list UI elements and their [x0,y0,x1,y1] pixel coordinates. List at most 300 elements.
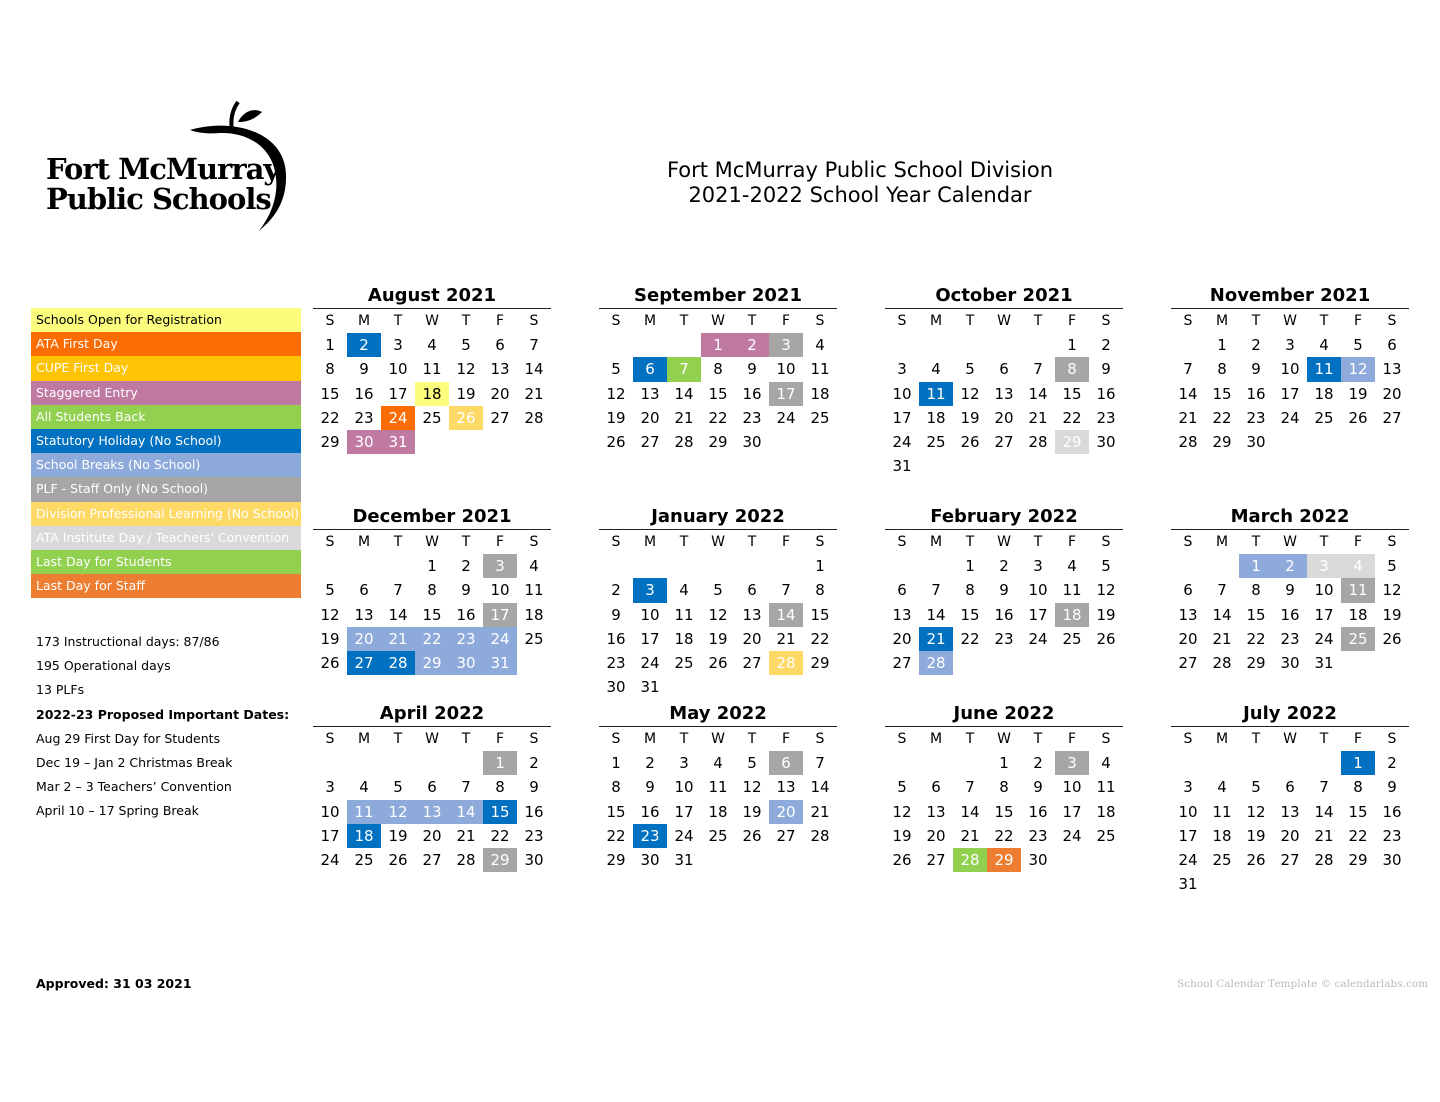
day-cell: 28 [674,432,694,451]
empty-cell [633,333,667,357]
month-grid [313,530,551,675]
day-cell: 26 [892,850,912,869]
day-cell: 16 [742,384,762,403]
day-cell: 13 [415,800,449,824]
day-cell: 7 [931,581,941,600]
weekday-header: T [1033,534,1043,550]
weekday-header: T [679,313,689,329]
day-cell: 19 [742,802,762,821]
day-cell: 26 [449,406,483,430]
day-cell: 14 [960,802,980,821]
day-cell: 31 [674,850,694,869]
day-cell: 5 [461,336,471,355]
day-cell: 13 [1382,360,1402,379]
month-calendar [1171,702,1409,896]
day-cell: 20 [422,826,442,845]
day-cell: 7 [1033,360,1043,379]
day-cell: 22 [708,408,728,427]
day-cell: 17 [892,408,912,427]
month-calendar [1171,505,1409,675]
day-cell: 1 [965,557,975,576]
day-cell: 1 [483,751,517,775]
day-cell: 10 [776,360,796,379]
operational-days: 195 Operational days [36,658,171,674]
day-cell: 12 [1341,357,1375,381]
day-cell: 28 [381,651,415,675]
legend-item: Staggered Entry [31,381,301,405]
weekday-header: F [495,313,505,329]
day-cell: 29 [987,848,1021,872]
day-cell: 22 [1212,408,1232,427]
day-cell: 31 [1178,875,1198,894]
day-cell: 8 [1251,581,1261,600]
day-cell: 2 [999,557,1009,576]
day-cell: 3 [679,754,689,773]
plf-count: 13 PLFs [36,682,85,698]
day-cell: 20 [769,800,803,824]
day-cell: 15 [960,605,980,624]
day-cell: 23 [524,826,544,845]
weekday-header: T [1251,731,1261,747]
day-cell: 20 [1280,826,1300,845]
day-cell: 29 [1212,432,1232,451]
day-cell: 30 [1246,432,1266,451]
day-cell: 24 [1280,408,1300,427]
day-cell: 9 [999,581,1009,600]
legend-item: Last Day for Staff [31,574,301,598]
day-cell: 14 [674,384,694,403]
day-cell: 2 [1387,754,1397,773]
day-cell: 30 [1280,653,1300,672]
day-cell: 27 [640,432,660,451]
day-cell: 18 [1314,384,1334,403]
day-cell: 5 [1101,557,1111,576]
day-cell: 7 [1319,778,1329,797]
day-cell: 4 [815,336,825,355]
day-cell: 23 [633,824,667,848]
day-cell: 3 [1285,336,1295,355]
day-cell: 17 [769,382,803,406]
day-cell: 21 [776,629,796,648]
empty-cell [381,751,415,775]
day-cell: 6 [427,778,437,797]
month-title: October 2021 [885,284,1123,309]
day-cell: 1 [325,336,335,355]
empty-cell [633,554,667,578]
day-cell: 22 [1246,629,1266,648]
day-cell: 11 [708,778,728,797]
month-grid [885,530,1123,675]
day-cell: 4 [1319,336,1329,355]
day-cell: 22 [810,629,830,648]
day-cell: 30 [449,651,483,675]
day-cell: 5 [325,581,335,600]
day-cell: 29 [1055,430,1089,454]
weekday-header: F [1353,731,1363,747]
empty-cell [919,751,953,775]
day-cell: 15 [606,802,626,821]
legend-item: ATA Institute Day / Teachers' Convention [31,526,301,550]
day-cell: 13 [640,384,660,403]
legend-item: Schools Open for Registration [31,308,301,332]
weekday-header: F [1067,731,1077,747]
weekday-header: T [1033,313,1043,329]
day-cell: 19 [708,629,728,648]
day-cell: 11 [1096,778,1116,797]
day-cell: 11 [347,800,381,824]
day-cell: 17 [1062,802,1082,821]
empty-cell [313,554,347,578]
day-cell: 31 [892,457,912,476]
weekday-header: M [1215,731,1229,747]
day-cell: 23 [742,408,762,427]
day-cell: 21 [1314,826,1334,845]
day-cell: 3 [483,554,517,578]
weekday-header: F [1353,534,1363,550]
day-cell: 15 [1348,802,1368,821]
day-cell: 28 [953,848,987,872]
empty-cell [919,554,953,578]
day-cell: 12 [742,778,762,797]
month-grid [1171,309,1409,454]
day-cell: 12 [960,384,980,403]
day-cell: 24 [640,653,660,672]
day-cell: 29 [1246,653,1266,672]
day-cell: 9 [645,778,655,797]
empty-cell [381,554,415,578]
day-cell: 15 [1062,384,1082,403]
weekday-header: S [325,534,335,550]
weekday-header: M [643,731,657,747]
day-cell: 29 [483,848,517,872]
day-cell: 7 [393,581,403,600]
weekday-header: W [997,731,1011,747]
day-cell: 28 [810,826,830,845]
weekday-header: W [425,534,439,550]
day-cell: 30 [1382,850,1402,869]
weekday-header: S [1183,731,1193,747]
day-cell: 22 [415,627,449,651]
empty-cell [769,554,803,578]
day-cell: 22 [320,408,340,427]
day-cell: 7 [667,357,701,381]
weekday-header: F [495,731,505,747]
day-cell: 23 [606,653,626,672]
month-title: November 2021 [1171,284,1409,309]
weekday-header: T [679,731,689,747]
day-cell: 8 [815,581,825,600]
day-cell: 7 [1183,360,1193,379]
month-grid [885,309,1123,478]
day-cell: 26 [1246,850,1266,869]
day-cell: 27 [994,432,1014,451]
weekday-header: W [425,313,439,329]
day-cell: 18 [1348,605,1368,624]
weekday-header: W [1283,731,1297,747]
day-cell: 9 [529,778,539,797]
day-cell: 16 [1028,802,1048,821]
weekday-header: T [965,534,975,550]
title-line-1: Fort McMurray Public School Division [666,158,1054,182]
weekday-header: M [1215,313,1229,329]
month-calendar [885,284,1123,478]
day-cell: 16 [1382,802,1402,821]
day-cell: 17 [1314,605,1334,624]
day-cell: 23 [1096,408,1116,427]
day-cell: 15 [708,384,728,403]
day-cell: 9 [461,581,471,600]
day-cell: 20 [1382,384,1402,403]
month-grid [599,530,837,699]
day-cell: 22 [994,826,1014,845]
day-cell: 28 [1212,653,1232,672]
day-cell: 18 [415,382,449,406]
day-cell: 31 [381,430,415,454]
day-cell: 23 [1028,826,1048,845]
month-title: December 2021 [313,505,551,530]
weekday-header: M [357,731,371,747]
day-cell: 10 [1178,802,1198,821]
day-cell: 14 [1028,384,1048,403]
day-cell: 21 [960,826,980,845]
empty-cell [1205,554,1239,578]
day-cell: 10 [640,605,660,624]
day-cell: 8 [999,778,1009,797]
weekday-header: S [1183,534,1193,550]
template-credit: School Calendar Template © calendarlabs.com [1177,978,1429,990]
day-cell: 26 [708,653,728,672]
day-cell: 5 [965,360,975,379]
day-cell: 15 [1212,384,1232,403]
month-title: February 2022 [885,505,1123,530]
day-cell: 27 [347,651,381,675]
day-cell: 9 [1033,778,1043,797]
day-cell: 23 [1280,629,1300,648]
day-cell: 13 [354,605,374,624]
day-cell: 28 [1028,432,1048,451]
day-cell: 6 [999,360,1009,379]
day-cell: 20 [994,408,1014,427]
day-cell: 25 [1212,850,1232,869]
weekday-header: T [965,731,975,747]
weekday-header: S [325,313,335,329]
info-panel [36,630,289,824]
day-cell: 30 [524,850,544,869]
day-cell: 10 [1062,778,1082,797]
weekday-header: T [1319,313,1329,329]
weekday-header: S [1183,313,1193,329]
day-cell: 2 [1251,336,1261,355]
day-cell: 26 [1348,408,1368,427]
month-title: April 2022 [313,702,551,727]
day-cell: 25 [1062,629,1082,648]
day-cell: 30 [1028,850,1048,869]
day-cell: 1 [1217,336,1227,355]
day-cell: 6 [1387,336,1397,355]
day-cell: 16 [456,605,476,624]
day-cell: 6 [1183,581,1193,600]
day-cell: 21 [1028,408,1048,427]
day-cell: 17 [388,384,408,403]
day-cell: 13 [892,605,912,624]
day-cell: 4 [1217,778,1227,797]
day-cell: 14 [1314,802,1334,821]
day-cell: 4 [679,581,689,600]
day-cell: 29 [320,432,340,451]
day-cell: 27 [1382,408,1402,427]
weekday-header: W [997,534,1011,550]
day-cell: 14 [1212,605,1232,624]
day-cell: 8 [965,581,975,600]
day-cell: 31 [640,678,660,697]
day-cell: 3 [325,778,335,797]
weekday-header: T [679,534,689,550]
day-cell: 19 [606,408,626,427]
day-cell: 29 [1348,850,1368,869]
day-cell: 23 [994,629,1014,648]
weekday-header: W [711,313,725,329]
day-cell: 23 [1382,826,1402,845]
day-cell: 9 [747,360,757,379]
legend-item: Statutory Holiday (No School) [31,429,301,453]
weekday-header: W [711,731,725,747]
day-cell: 6 [769,751,803,775]
day-cell: 15 [320,384,340,403]
day-cell: 6 [359,581,369,600]
day-cell: 5 [393,778,403,797]
day-cell: 11 [524,581,544,600]
day-cell: 27 [742,653,762,672]
proposed-date: Aug 29 First Day for Students [36,730,221,746]
day-cell: 10 [674,778,694,797]
empty-cell [667,554,701,578]
day-cell: 6 [747,581,757,600]
day-cell: 9 [1285,581,1295,600]
day-cell: 8 [1353,778,1363,797]
day-cell: 17 [483,603,517,627]
day-cell: 4 [529,557,539,576]
day-cell: 12 [1382,581,1402,600]
day-cell: 15 [483,800,517,824]
day-cell: 19 [1382,605,1402,624]
empty-cell [919,333,953,357]
weekday-header: S [1101,534,1111,550]
month-calendar [313,284,551,454]
weekday-header: M [643,534,657,550]
day-cell: 28 [1314,850,1334,869]
day-cell: 25 [524,629,544,648]
day-cell: 20 [926,826,946,845]
day-cell: 26 [960,432,980,451]
day-cell: 16 [524,802,544,821]
day-cell: 6 [633,357,667,381]
day-cell: 3 [633,578,667,602]
empty-cell [1205,751,1239,775]
empty-cell [1307,751,1341,775]
day-cell: 12 [1096,581,1116,600]
day-cell: 5 [747,754,757,773]
day-cell: 15 [422,605,442,624]
month-calendar [599,702,837,872]
day-cell: 14 [524,360,544,379]
day-cell: 8 [325,360,335,379]
weekday-header: S [529,534,539,550]
day-cell: 31 [1314,653,1334,672]
day-cell: 23 [1246,408,1266,427]
empty-cell [313,751,347,775]
weekday-header: T [393,731,403,747]
day-cell: 13 [994,384,1014,403]
day-cell: 2 [1101,336,1111,355]
weekday-header: T [1319,534,1329,550]
weekday-header: M [929,731,943,747]
day-cell: 29 [415,651,449,675]
month-grid [885,727,1123,872]
day-cell: 11 [422,360,442,379]
day-cell: 18 [1096,802,1116,821]
empty-cell [599,333,633,357]
weekday-header: T [1033,731,1043,747]
weekday-header: T [747,731,757,747]
weekday-header: F [1353,313,1363,329]
day-cell: 13 [490,360,510,379]
day-cell: 21 [1178,408,1198,427]
day-cell: 11 [674,605,694,624]
day-cell: 14 [449,800,483,824]
day-cell: 22 [1348,826,1368,845]
day-cell: 1 [1239,554,1273,578]
weekday-header: M [643,313,657,329]
weekday-header: F [781,534,791,550]
approval-date: Approved: 31 03 2021 [36,976,192,991]
day-cell: 15 [1246,605,1266,624]
empty-cell [953,333,987,357]
page-title [560,158,1160,208]
day-cell: 10 [388,360,408,379]
weekday-header: T [1251,534,1261,550]
day-cell: 14 [769,603,803,627]
day-cell: 28 [1178,432,1198,451]
day-cell: 2 [611,581,621,600]
month-grid [1171,530,1409,675]
day-cell: 16 [994,605,1014,624]
day-cell: 24 [674,826,694,845]
day-cell: 14 [388,605,408,624]
day-cell: 29 [810,653,830,672]
month-grid [313,727,551,872]
month-title: January 2022 [599,505,837,530]
empty-cell [885,333,919,357]
weekday-header: S [815,313,825,329]
day-cell: 6 [495,336,505,355]
day-cell: 12 [456,360,476,379]
day-cell: 10 [1028,581,1048,600]
empty-cell [1171,751,1205,775]
day-cell: 22 [490,826,510,845]
day-cell: 13 [776,778,796,797]
day-cell: 24 [892,432,912,451]
month-grid [599,309,837,454]
empty-cell [885,554,919,578]
empty-cell [1171,333,1205,357]
day-cell: 26 [320,653,340,672]
day-cell: 7 [815,754,825,773]
empty-cell [701,554,735,578]
day-cell: 24 [1062,826,1082,845]
day-cell: 5 [1353,336,1363,355]
weekday-header: F [1067,313,1077,329]
day-cell: 27 [892,653,912,672]
